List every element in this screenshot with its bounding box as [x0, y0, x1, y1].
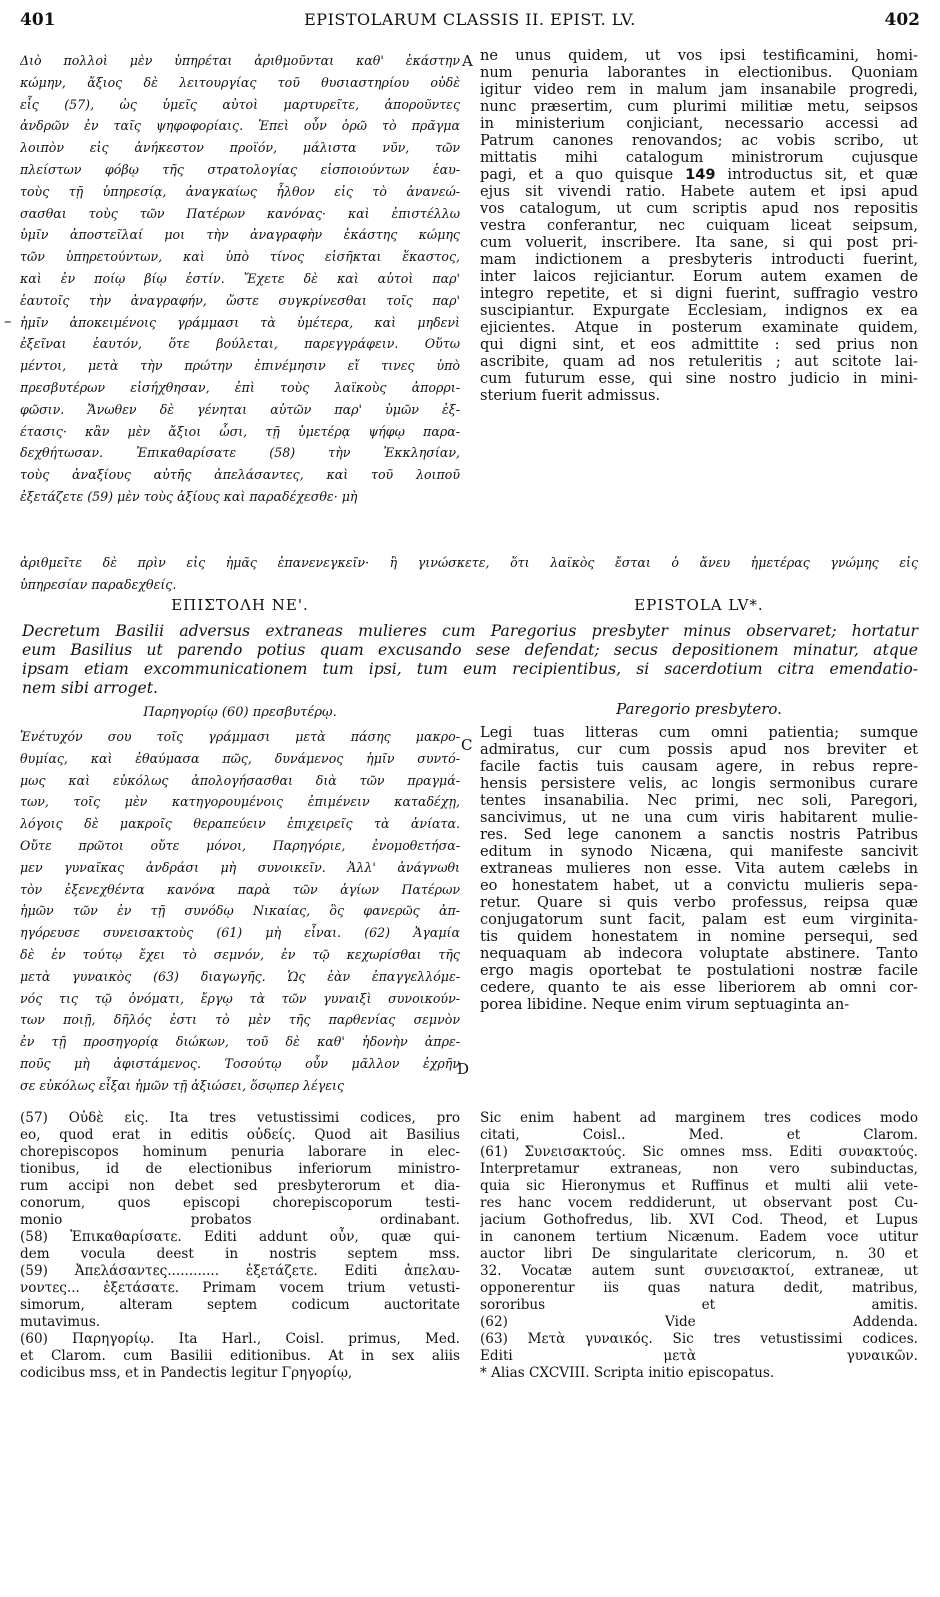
top-latin-line: mittatis mihi catalogum ministrorum cujusque: [480, 149, 918, 166]
note-right-line: jacium Gothofredus, lib. XVI Cod. Theod, et Lupus: [480, 1212, 918, 1228]
top-latin-line: ascribite, quam ad nos retuleritis ; aut scitote lai-: [480, 353, 918, 370]
top-latin-line: igitur video rem in malum jam insanabile progredi,: [480, 81, 918, 98]
note-left-line: (58) Ἐπικαθαρίσατε. Editi addunt οὖν, quæ qui-: [20, 1229, 460, 1245]
top-latin-line: qui digni sint, et eos admittite : sed prius non: [480, 336, 918, 353]
top-latin-column: [480, 47, 918, 404]
top-greek-line: ἐξεῖναι ἑαυτόν, ὅτε βούλεται, παρεγγράφειν. Οὕτω: [20, 336, 460, 352]
body-greek-line: ἡμῶν τῶν ἐν τῇ συνόδῳ Νικαίας, ὃς φανερῶς ἀπ-: [20, 903, 460, 919]
body-greek-line: δὲ ἐν τούτῳ ἔχει τὸ σεμνόν, ἐν τῷ κεχωρίσθαι τῆς: [20, 946, 460, 962]
top-greek-line: πλείστων φόβῳ τῆς στρατολογίας εἰσποιούντων ἑαυ-: [20, 161, 460, 177]
top-greek-line: τοὺς τῇ ὑπηρεσίᾳ, ἀναγκαίως ἦλθον εἰς τὸ ἀνανεώ-: [20, 183, 460, 199]
note-right-line: Sic enim habent ad marginem tres codices modo: [480, 1110, 918, 1126]
top-latin-line: vos catalogum, ut cum scriptis apud nos repositis: [480, 200, 918, 217]
body-latin-line: facile factis tuis causam agere, in rebus repre-: [480, 758, 918, 775]
note-left-line: (57) Οὐδὲ εἷς. Ita tres vetustissimi codices, pro: [20, 1110, 460, 1126]
full-greek-line: ἀριθμεῖτε δὲ πρὶν εἰς ἡμᾶς ἐπανενεγκεῖν· ἢ γινώσκετε, ὅτι λαϊκὸς ἔσται ὁ ἄνευ ἡμετέρας γνώμης εἰς: [20, 555, 918, 570]
body-greek-line: των, τοῖς μὲν κατηγορουμένοις ἐπιμένειν καταδέχῃ,: [20, 794, 460, 810]
top-latin-line: ejicientes. Atque in posterum examinate quidem,: [480, 319, 918, 336]
body-greek-line: ηγόρευσε συνεισακτοὺς (61) μὴ εἶναι. (62) Ἀγαμία: [20, 925, 460, 941]
margin-letter-c: C: [461, 736, 473, 754]
margin-letter-a: A: [462, 52, 473, 70]
body-greek-line: νός τις τῷ ὀνόματι, ἔργῳ τὰ τῶν γυναιξὶ συνοικούν-: [20, 990, 460, 1006]
top-greek-line: ὑμῖν ἀποστεῖλαί μοι τὴν ἀναγραφὴν ἑκάστης κώμης: [20, 227, 460, 243]
note-right-line: (62) Vide Addenda.: [480, 1314, 918, 1330]
full-width-greek: [20, 552, 918, 596]
note-left-line: codicibus mss, et in Pandectis legitur Γρηγορίῳ,: [20, 1365, 353, 1381]
top-greek-line: έτασις· κἂν μὲν ἄξιοι ὦσι, τῇ ὑμετέρᾳ ψήφῳ παρα-: [20, 423, 460, 439]
address-greek: Παρηγορίῳ (60) πρεσβυτέρῳ.: [143, 705, 337, 720]
top-latin-line: in ministerium conjiciant, necessario accessi ad: [480, 115, 918, 132]
note-right-line: citati, Coisl.. Med. et Clarom.: [480, 1127, 918, 1143]
body-latin-line: res. Sed lege canonem a sanctis nostris Patribus: [480, 826, 918, 843]
body-greek-line: Ἐνέτυχόν σου τοῖς γράμμασι μετὰ πάσης μακρο-: [20, 729, 460, 744]
note-right-line: * Alias CXCVIII. Scripta initio episcopatus.: [480, 1365, 775, 1381]
margin-letter-d: D: [457, 1060, 470, 1078]
note-left-line: simorum, alteram septem codicum auctoritate: [20, 1297, 460, 1313]
body-latin-line: editum in synodo Nicæna, qui manifeste sancivit: [480, 843, 918, 860]
body-greek-line: Οὔτε πρῶτοι οὔτε μόνοι, Παρηγόριε, ἐνομοθετήσα-: [20, 837, 460, 853]
note-right-line: Interpretamur extraneas, non vero subinductas,: [480, 1161, 918, 1177]
epistle-heading-latin: EPISTOLA LV*.: [634, 596, 764, 614]
running-title: EPISTOLARUM CLASSIS II. EPIST. LV.: [304, 10, 636, 29]
top-greek-line: τοὺς ἀναξίους αὐτῆς ἀπελάσαντες, καὶ τοῦ λοιποῦ: [20, 467, 460, 483]
top-greek-line: τῶν ὑπηρετούντων, καὶ ὑπὸ τίνος εἰσῆκται ἕκαστος,: [20, 249, 460, 265]
top-latin-line: [480, 166, 918, 183]
top-greek-line: ἐξετάζετε (59) μὲν τοὺς ἀξίους καὶ παραδέχεσθε· μὴ: [20, 488, 358, 504]
top-greek-line: εἷς (57), ὡς ὑμεῖς αὐτοὶ μαρτυρεῖτε, ἀπορoῦντες: [20, 96, 460, 112]
top-greek-line: Διὸ πολλοὶ μὲν ὑπηρέται ἀριθμοῦνται καθ' ἑκάστην: [20, 53, 460, 68]
note-left-line: νοντες... ἐξετάσατε. Primam vocem trium vetusti-: [20, 1280, 460, 1296]
body-latin-line: retur. Quare si quis verbo professus, reipsa quæ: [480, 894, 918, 911]
body-latin-line: hensis persistere velis, ac longis sermonibus curare: [480, 775, 918, 792]
top-latin-line: Patrum canones renovandos; ac vobis scribo, ut: [480, 132, 918, 149]
top-greek-line: ἡμῖν ἀποκειμένοις γράμμασι τὰ ὑμέτερα, καὶ μηδενὶ: [20, 314, 460, 330]
body-greek-line: ποῦς μὴ ἀφιστάμενος. Τοσούτῳ οὖν μᾶλλον ἐχρῆν: [20, 1055, 460, 1071]
running-header: [0, 10, 940, 36]
note-right-line: auctor libri De singularitate clericorum, n. 30 et: [480, 1246, 918, 1262]
top-latin-line: mam indictionem a presbyteris introducti fuerint,: [480, 251, 918, 268]
note-left-line: eo, quod erat in editis οὐδείς. Quod ait Basilius: [20, 1127, 460, 1143]
body-latin-line: porea libidine. Neque enim virum septuaginta an-: [480, 996, 850, 1013]
top-greek-line: λοιπὸν εἰς ἀνήκεστον προϊόν, μάλιστα νῦν, τῶν: [20, 140, 460, 156]
body-greek-line: θυμίας, καὶ ἐθαύμασα πῶς, δυνάμενος ἡμῖν συντό-: [20, 750, 460, 766]
top-latin-segment: pagi, et a quo quisque: [480, 166, 686, 183]
top-greek-line: πρεσβυτέρων εἰσήχθησαν, ἐπὶ τοὺς λαϊκοὺς ἀπορρι-: [20, 379, 460, 395]
body-greek-line: μως καὶ εὐκόλως ἀπολογήσασθαι διὰ τῶν πραγμά-: [20, 772, 460, 788]
body-latin-line: sancivimus, ut ne una cum viris habitarent mulie-: [480, 809, 918, 826]
margin-dash: –: [4, 312, 12, 330]
summary-line: nem sibi arroget.: [22, 679, 158, 697]
note-left-line: conorum, quos episcopi chorepiscoporum testi-: [20, 1195, 460, 1211]
top-greek-line: μέντοι, μετὰ τὴν πρώτην ἐπινέμησιν εἴ τινες ὑπὸ: [20, 358, 460, 374]
top-latin-line: num penuria laborantes in electionibus. Quoniam: [480, 64, 918, 81]
body-latin-line: conjugatorum sunt facit, palam est eum virginita-: [480, 911, 918, 928]
epistle-heading-greek: ΕΠΙΣΤΟΛΗ ΝΕ'.: [171, 596, 309, 614]
note-left-line: rum accipi non debet sed presbyterorum et dia-: [20, 1178, 460, 1194]
page-number-left: 401: [20, 10, 56, 30]
top-latin-line: vestra conferantur, nec cuiquam liceat seipsum,: [480, 217, 918, 234]
top-latin-line: suscipiantur. Expurgate Ecclesiam, indignos ex ea: [480, 302, 918, 319]
note-left-line: chorepiscopos hominum penuria laborare in elec-: [20, 1144, 460, 1160]
body-greek-column: [20, 726, 460, 1097]
top-greek-line: κώμην, ἄξιος δὲ λειτουργίας τοῦ θυσιαστηρίου οὐδὲ: [20, 74, 460, 90]
footnotes-right: [480, 1110, 918, 1382]
note-left-line: monio probatos ordinabant.: [20, 1212, 460, 1228]
top-greek-line: ἀνδρῶν ἐν ταῖς ψηφοφορίαις. Ἐπεὶ οὖν ὁρῶ τὸ πρᾶγμα: [20, 118, 460, 134]
note-left-line: mutavimus.: [20, 1314, 101, 1330]
epistle-summary: [22, 622, 918, 698]
body-latin-line: tis quidem honestatem in nomine persequi, sed: [480, 928, 918, 945]
body-latin-line: Legi tuas litteras cum omni patientia; sumque: [480, 724, 918, 741]
note-left-line: tionibus, id de electionibus inferiorum ministro-: [20, 1161, 460, 1177]
top-greek-line: σασθαι τοὺς τῶν Πατέρων κανόνας· καὶ ἐπιστέλλω: [20, 205, 460, 221]
top-latin-line: nunc præsertim, cum plurimi militiæ metu, seipsos: [480, 98, 918, 115]
note-left-line: dem vocula deest in nostris septem mss.: [20, 1246, 460, 1262]
top-greek-line: καὶ ἐν ποίῳ βίῳ ἐστίν. Ἔχετε δὲ καὶ αὐτοὶ παρ': [20, 270, 460, 286]
top-greek-column: [20, 50, 460, 508]
body-latin-line: tentes insanabilia. Nec primi, nec soli, Paregori,: [480, 792, 918, 809]
body-latin-line: ergo magis oportebat te postulationi nostræ facile: [480, 962, 918, 979]
note-left-line: et Clarom. cum Basilii editionibus. At in sex aliis: [20, 1348, 460, 1364]
note-right-line: (61) Συνεισακτούς. Sic omnes mss. Editi συνακτούς.: [480, 1144, 918, 1160]
body-greek-line: τὸν ἐξενεχθέντα κανόνα παρὰ τῶν ἁγίων Πατέρων: [20, 881, 460, 897]
summary-line: eum Basilius ut parendo potius quam excusando sese defendat; secus depositionem minatur, atque: [22, 641, 918, 659]
top-latin-segment: introductus sit, et quæ: [715, 166, 918, 183]
body-greek-line: λόγοις δὲ μακροῖς θεραπεύειν ἐπιχειρεῖς τὰ ἀνίατα.: [20, 816, 460, 832]
summary-line: Decretum Basilii adversus extraneas mulieres cum Paregorius presbyter minus observaret; hortatur: [22, 622, 918, 640]
body-greek-line: μεν γυναῖκας ἀνδράσι μὴ συνοικεῖν. Ἀλλ' ἀνάγνωθι: [20, 859, 460, 875]
note-right-line: in canonem tertium Nicænum. Eadem voce utitur: [480, 1229, 918, 1245]
note-right-line: opponerentur iis quas natura dedit, matribus,: [480, 1280, 918, 1296]
top-greek-line: δεχθήτωσαν. Ἐπικαθαρίσατε (58) τὴν Ἐκκλησίαν,: [20, 445, 460, 461]
top-latin-line: sterium fuerit admissus.: [480, 387, 661, 404]
body-latin-line: admiratus, cur cum possis apud nos breviter et: [480, 741, 918, 758]
top-latin-line: ejus sit vivendi ratio. Habete autem et ipsi apud: [480, 183, 918, 200]
body-latin-line: nequaquam ab indecora voluptate abstinere. Tanto: [480, 945, 918, 962]
footnotes-left: [20, 1110, 460, 1382]
body-greek-line: ἐν τῇ προσηγορίᾳ διώκων, τοῦ δὲ καθ' ἡδονὴν ἀπρε-: [20, 1034, 460, 1050]
top-latin-line: integro repetite, et si digni fuerint, suffragio vestro: [480, 285, 918, 302]
note-left-line: (60) Παρηγορίῳ. Ita Harl., Coisl. primus, Med.: [20, 1331, 460, 1347]
body-greek-line: των ποιῇ, δῆλός ἐστι τὸ μὲν τῆς παρθενίας σεμνὸν: [20, 1012, 460, 1028]
body-latin-line: extraneas mulieres non esse. Vita autem cælebs in: [480, 860, 918, 877]
body-latin-line: cedere, quanto te ais esse liberiorem ab omni cor-: [480, 979, 918, 996]
note-right-line: 32. Vocatæ autem sunt συνεισακτοί, extraneæ, ut: [480, 1263, 918, 1279]
note-right-line: (63) Μετὰ γυναικός. Sic tres vetustissimi codices.: [480, 1331, 918, 1347]
body-latin-column: [480, 724, 918, 1013]
page-number-right: 402: [884, 10, 920, 30]
top-greek-line: φῶσιν. Ἄνωθεν δὲ γένηται αὐτῶν παρ' ὑμῶν ἐξ-: [20, 401, 460, 417]
body-greek-line: μετὰ γυναικὸς (63) διαγωγῆς. Ὡς ἐὰν ἐπαγγελλόμε-: [20, 968, 460, 984]
full-greek-line: ὑπηρεσίαν παραδεχθείς.: [20, 576, 177, 592]
column-marker: 149: [685, 166, 716, 183]
top-latin-line: cum futurum esse, qui sine nostro judicio in mini-: [480, 370, 918, 387]
note-right-line: res hanc vocem reddiderunt, ut observant post Cu-: [480, 1195, 918, 1211]
top-latin-line: cum voluerit, inscribere. Ita sane, si qui post pri-: [480, 234, 918, 251]
address-latin: Paregorio presbytero.: [616, 700, 782, 718]
top-latin-line: inter laicos rejiciantur. Eorum autem examen de: [480, 268, 918, 285]
body-greek-line: σε εὐκόλως εἶξαι ἡμῶν τῇ ἀξιώσει, ὅσῳπερ λέγεις: [20, 1077, 345, 1093]
note-left-line: (59) Ἀπελάσαντες............ ἐξετάζετε. Editi ἀπελαυ-: [20, 1263, 460, 1279]
top-latin-line: ne unus quidem, ut vos ipsi testificamini, homi-: [480, 47, 918, 64]
top-greek-line: ἑαυτοῖς τὴν ἀναγραφήν, ὥστε συγκρίνεσθαι τοῖς παρ': [20, 292, 460, 308]
note-right-line: Editi μετὰ γυναικῶν.: [480, 1348, 918, 1364]
note-right-line: sororibus et amitis.: [480, 1297, 918, 1313]
summary-line: ipsam etiam excommunicationem tum ipsi, tum eum recipientibus, si sacerdotium citra emendatio-: [22, 660, 918, 678]
body-latin-line: eo honestatem habet, ut a convictu mulieris sepa-: [480, 877, 918, 894]
note-right-line: quia sic Hieronymus et Ruffinus et multi alii vete-: [480, 1178, 918, 1194]
